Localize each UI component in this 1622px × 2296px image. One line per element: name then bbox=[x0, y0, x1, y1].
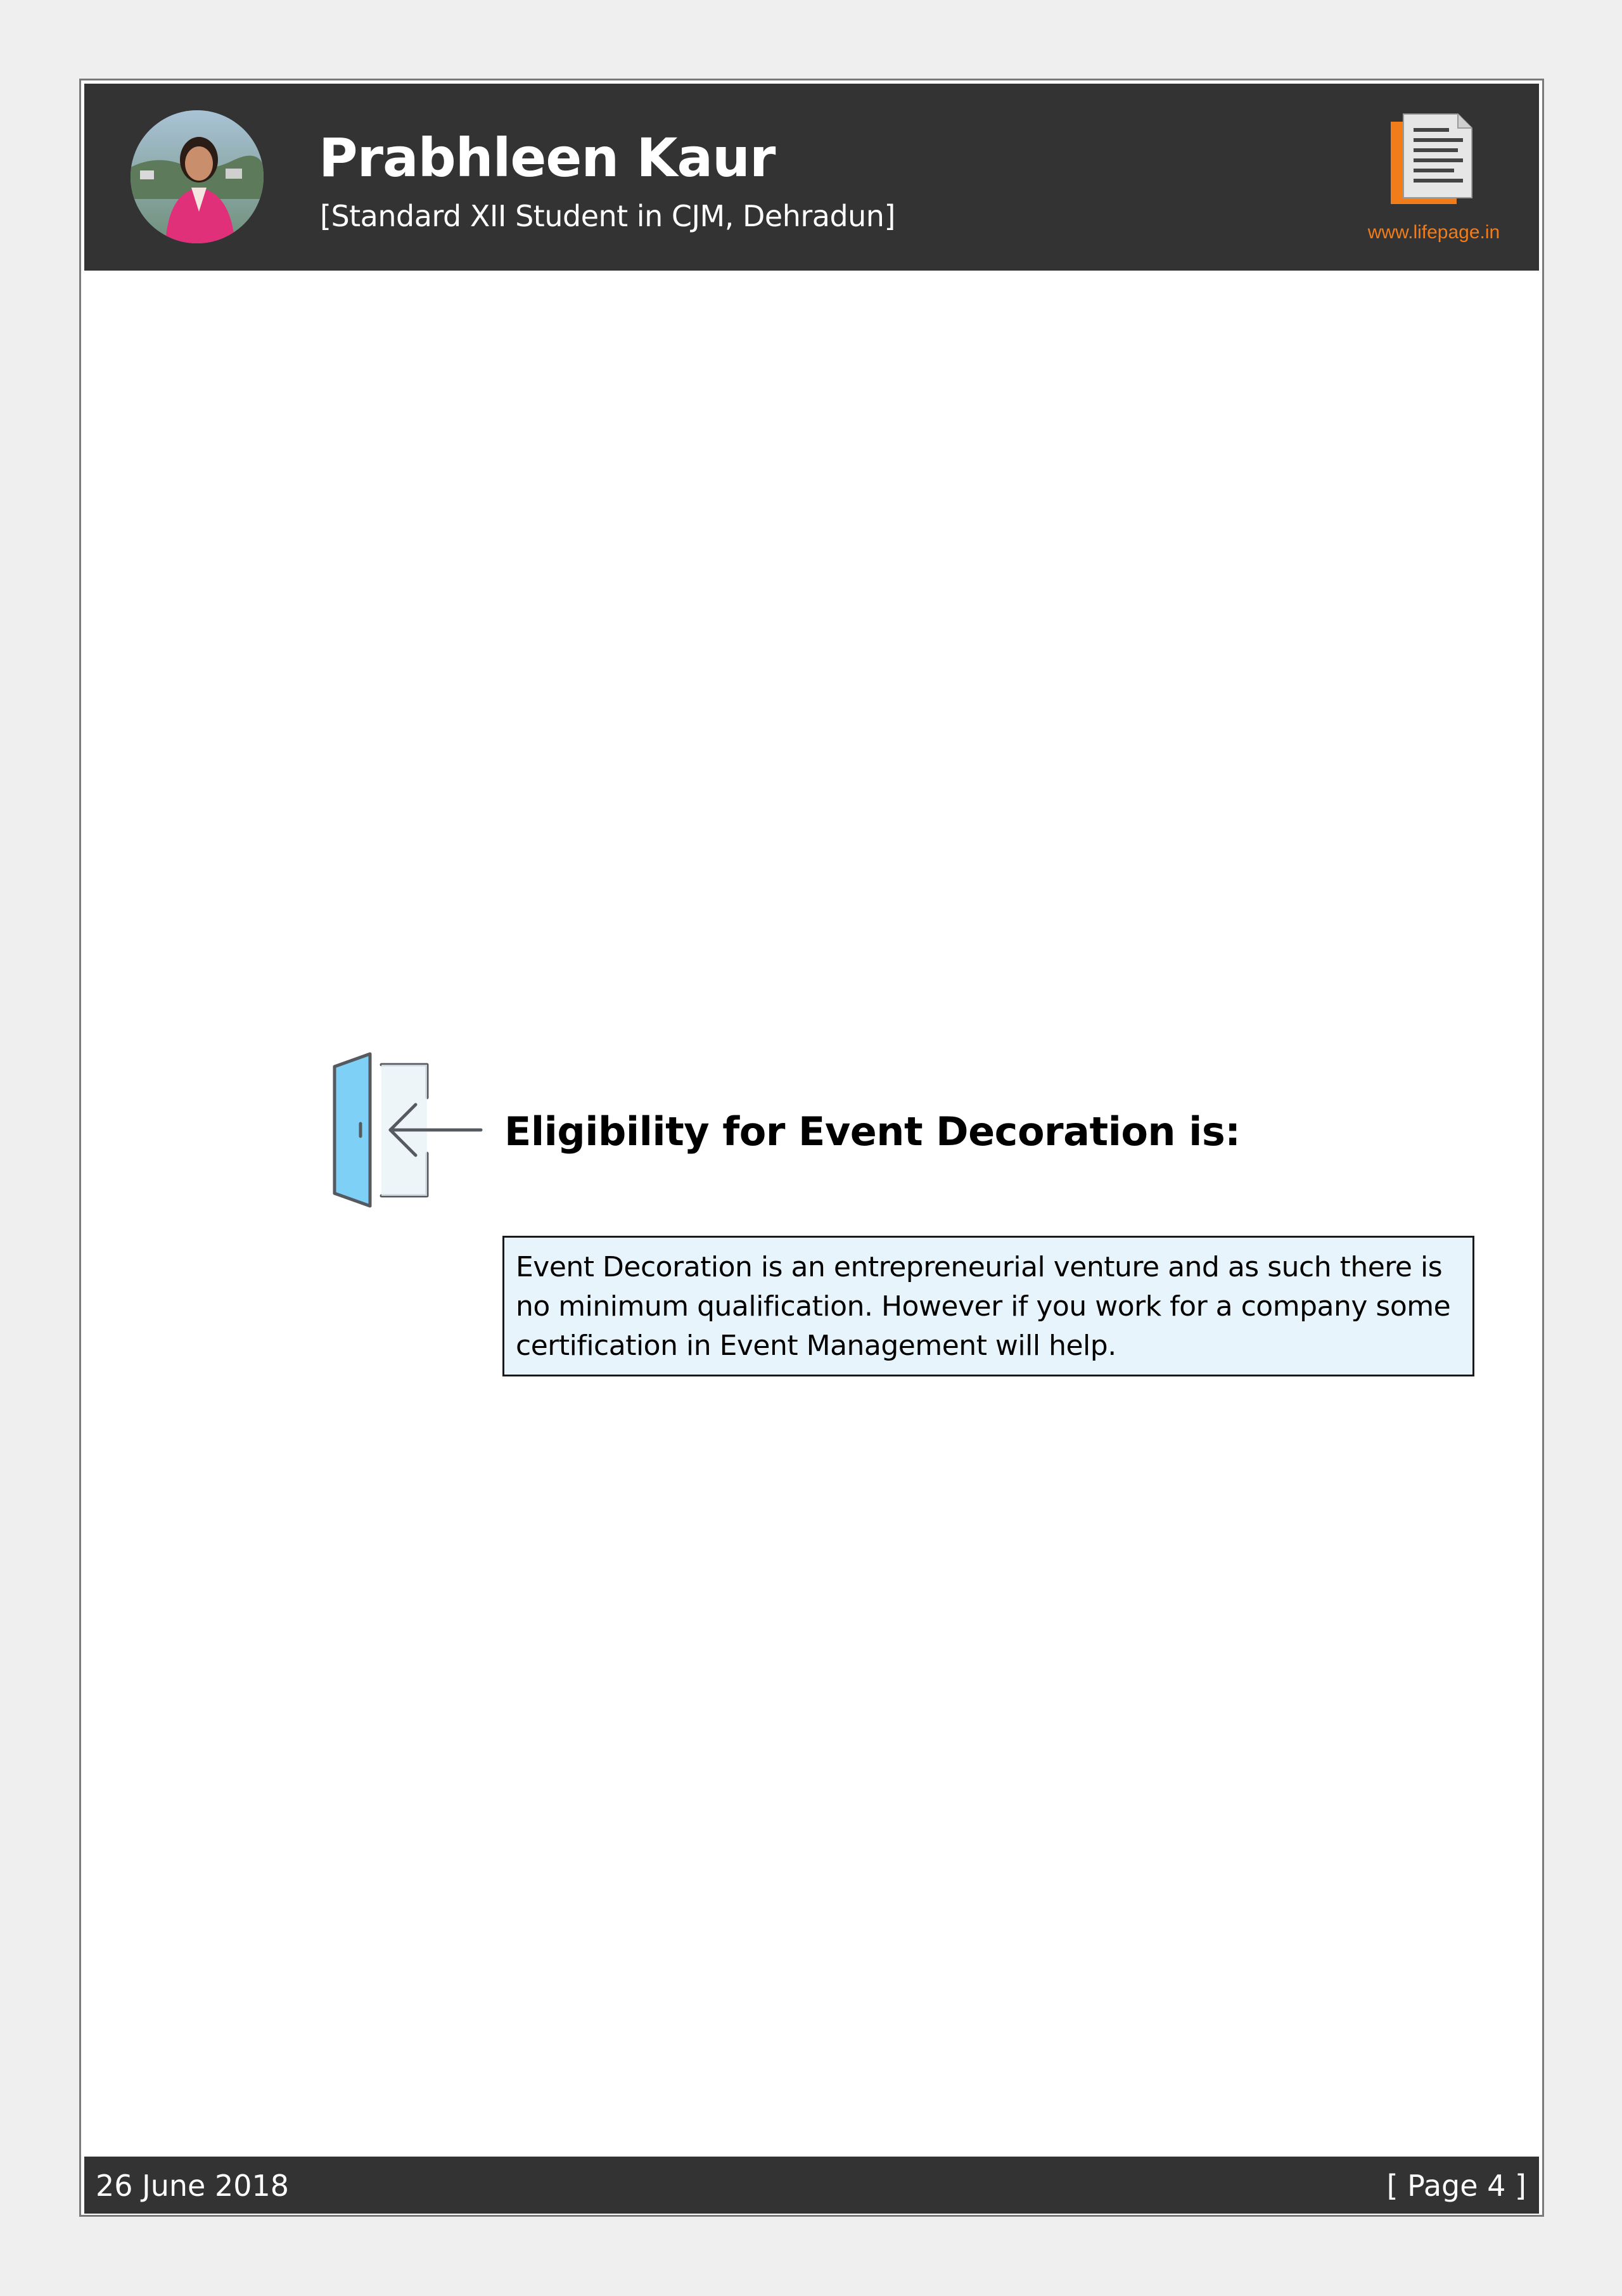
footer-date: 26 June 2018 bbox=[96, 2169, 290, 2203]
document-page bbox=[79, 79, 1544, 2217]
info-box bbox=[502, 1236, 1474, 1376]
lifepage-logo[interactable] bbox=[1351, 109, 1516, 261]
info-text: Event Decoration is an entrepreneurial venture and as such there is no minimum qualification. However if you work for a company some certification in Event Management will help. bbox=[516, 1251, 1451, 1362]
author-subtitle: [Standard XII Student in CJM, Dehradun] bbox=[320, 199, 895, 233]
page-number: [ Page 4 ] bbox=[1386, 2169, 1526, 2203]
page-footer bbox=[84, 2157, 1539, 2214]
avatar bbox=[131, 110, 264, 243]
document-logo-icon bbox=[1351, 109, 1516, 217]
logo-url: www.lifepage.in bbox=[1367, 222, 1500, 243]
enter-door-icon bbox=[326, 1049, 484, 1214]
profile-photo bbox=[131, 110, 264, 243]
section-heading: Eligibility for Event Decoration is: bbox=[504, 1108, 1241, 1155]
author-name: Prabhleen Kaur bbox=[319, 127, 776, 189]
page-header bbox=[84, 84, 1539, 271]
